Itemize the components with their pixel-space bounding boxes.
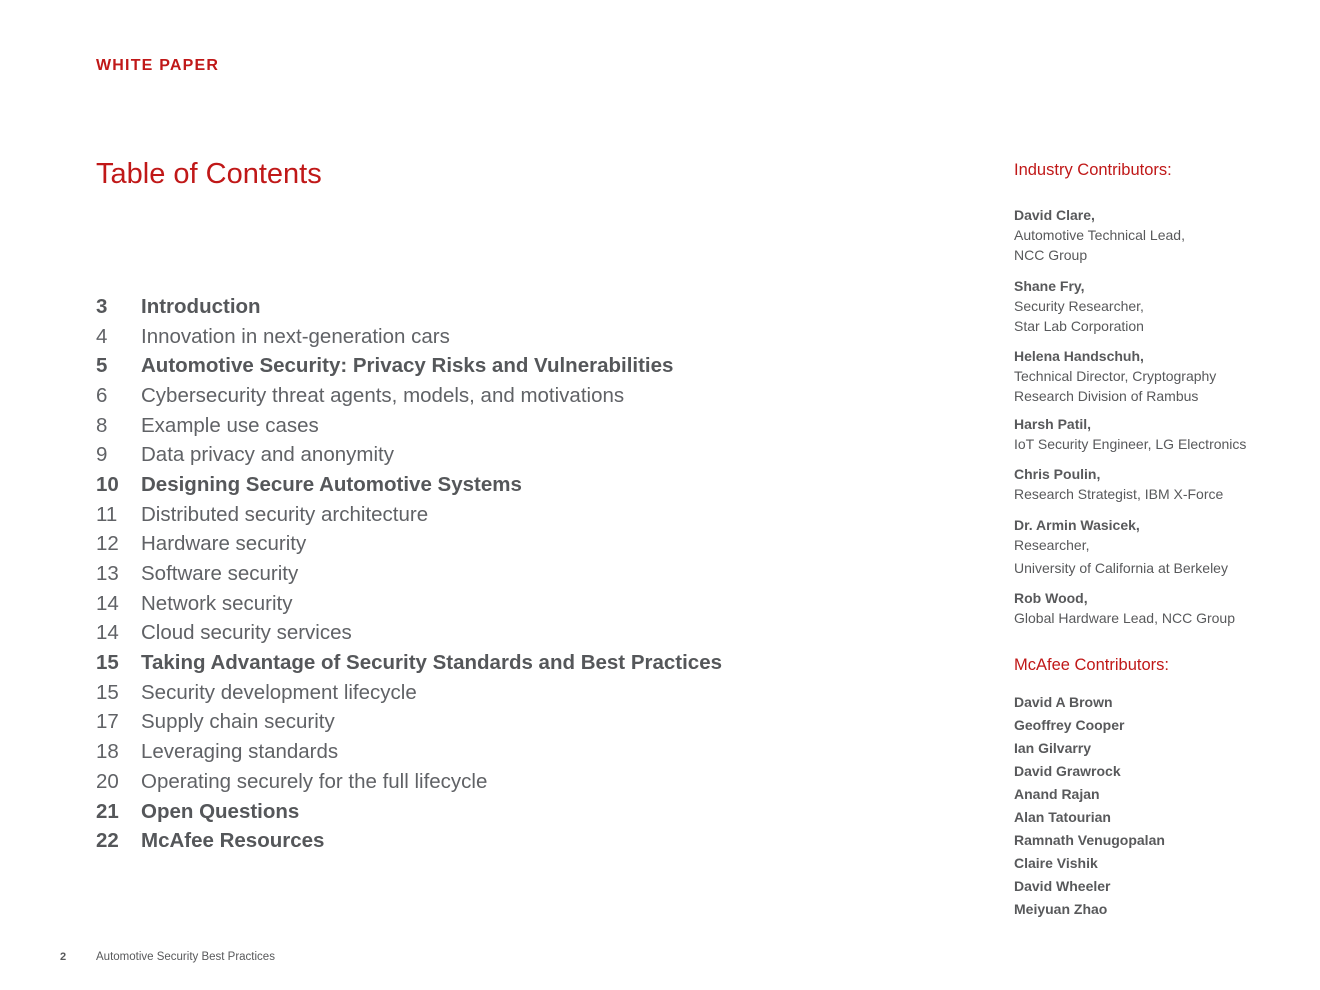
toc-entry-label: Network security <box>141 591 293 615</box>
toc-page-number: 13 <box>96 562 119 586</box>
toc-page-number: 12 <box>96 532 119 556</box>
mcafee-contributors-list <box>1014 692 1165 922</box>
toc-page-number: 10 <box>96 472 119 496</box>
toc-entry-label: McAfee Resources <box>141 829 325 853</box>
toc-entry-label: Introduction <box>141 294 261 318</box>
contributor-role: IoT Security Engineer, LG Electronics <box>1014 436 1247 452</box>
toc-page-number: 6 <box>96 383 108 407</box>
toc-entry-label: Security development lifecycle <box>141 680 417 704</box>
contributor-name: Dr. Armin Wasicek, <box>1014 517 1140 533</box>
toc-entry-label: Designing Secure Automotive Systems <box>141 472 522 496</box>
toc-subsection-entry[interactable] <box>96 381 722 411</box>
contributor-role: Automotive Technical Lead, <box>1014 227 1185 243</box>
toc-page-number: 5 <box>96 354 108 378</box>
industry-contributor <box>1014 515 1228 578</box>
toc-page-number: 21 <box>96 799 119 823</box>
footer-document-title: Automotive Security Best Practices <box>96 951 275 963</box>
contributor-name: Shane Fry, <box>1014 278 1085 294</box>
contributor-organization: University of California at Berkeley <box>1014 560 1228 576</box>
mcafee-contributor: Anand Rajan <box>1014 786 1100 802</box>
toc-page-number: 3 <box>96 294 108 318</box>
toc-entry-label: Taking Advantage of Security Standards and Best Practices <box>141 651 723 675</box>
mcafee-contributor: Alan Tatourian <box>1014 809 1111 825</box>
toc-subsection-entry[interactable] <box>96 589 722 619</box>
toc-entry-label: Data privacy and anonymity <box>141 443 394 467</box>
toc-entry-label: Hardware security <box>141 532 307 556</box>
industry-contributors-heading: Industry Contributors: <box>1014 161 1172 179</box>
contributor-name: Rob Wood, <box>1014 590 1088 606</box>
contributor-role: Researcher, <box>1014 537 1090 553</box>
toc-entry-label: Distributed security architecture <box>141 502 429 526</box>
toc-list <box>96 292 722 856</box>
toc-section-entry[interactable] <box>96 826 722 856</box>
mcafee-contributor: Claire Vishik <box>1014 855 1098 871</box>
industry-contributor <box>1014 414 1246 454</box>
footer-page-number: 2 <box>60 951 67 963</box>
toc-section-entry[interactable] <box>96 470 722 500</box>
contributor-role: Research Strategist, IBM X-Force <box>1014 486 1224 502</box>
contributor-role: Global Hardware Lead, NCC Group <box>1014 610 1235 626</box>
mcafee-contributor: David Grawrock <box>1014 763 1121 779</box>
contributor-name: Helena Handschuh, <box>1014 348 1144 364</box>
toc-entry-label: Leveraging standards <box>141 740 339 764</box>
contributor-role: Security Researcher, <box>1014 298 1144 314</box>
toc-subsection-entry[interactable] <box>96 530 722 560</box>
toc-page-number: 14 <box>96 591 119 615</box>
toc-subsection-entry[interactable] <box>96 440 722 470</box>
toc-section-entry[interactable] <box>96 648 722 678</box>
toc-entry-label: Automotive Security: Privacy Risks and Vulnerabilities <box>141 354 674 378</box>
toc-entry-label: Open Questions <box>141 799 300 823</box>
contributor-role: Technical Director, Cryptography <box>1014 368 1217 384</box>
contributor-name: Chris Poulin, <box>1014 466 1101 482</box>
mcafee-contributor: David A Brown <box>1014 694 1113 710</box>
contributor-organization: NCC Group <box>1014 247 1088 263</box>
mcafee-contributor: Ian Gilvarry <box>1014 740 1092 756</box>
toc-page-number: 11 <box>96 502 118 526</box>
toc-entry-label: Cloud security services <box>141 621 352 645</box>
toc-entry-label: Supply chain security <box>141 710 335 734</box>
toc-subsection-entry[interactable] <box>96 559 722 589</box>
contributor-organization: Star Lab Corporation <box>1014 318 1144 334</box>
toc-entry-label: Cybersecurity threat agents, models, and motivations <box>141 383 625 407</box>
contributor-name: Harsh Patil, <box>1014 416 1092 432</box>
industry-contributor <box>1014 346 1216 406</box>
industry-contributor <box>1014 464 1223 504</box>
toc-page-number: 17 <box>96 710 119 734</box>
toc-subsection-entry[interactable] <box>96 678 722 708</box>
toc-subsection-entry[interactable] <box>96 500 722 530</box>
toc-entry-label: Innovation in next-generation cars <box>141 324 450 348</box>
document-type-label: WHITE PAPER <box>96 57 220 74</box>
toc-subsection-entry[interactable] <box>96 322 722 352</box>
toc-page-number: 8 <box>96 413 108 437</box>
toc-page-number: 15 <box>96 651 119 675</box>
industry-contributor <box>1014 205 1185 265</box>
toc-page-number: 15 <box>96 680 119 704</box>
industry-contributor <box>1014 588 1235 628</box>
toc-title: Table of Contents <box>96 158 322 190</box>
toc-page-number: 4 <box>96 324 108 348</box>
toc-subsection-entry[interactable] <box>96 411 722 441</box>
toc-page-number: 14 <box>96 621 119 645</box>
industry-contributor <box>1014 276 1144 336</box>
mcafee-contributor: David Wheeler <box>1014 878 1111 894</box>
mcafee-contributor: Meiyuan Zhao <box>1014 901 1108 917</box>
toc-section-entry[interactable] <box>96 351 722 381</box>
toc-subsection-entry[interactable] <box>96 737 722 767</box>
toc-section-entry[interactable] <box>96 797 722 827</box>
mcafee-contributor: Geoffrey Cooper <box>1014 717 1125 733</box>
toc-subsection-entry[interactable] <box>96 619 722 649</box>
toc-entry-label: Example use cases <box>141 413 319 437</box>
toc-page-number: 22 <box>96 829 119 853</box>
mcafee-contributor: Ramnath Venugopalan <box>1014 832 1165 848</box>
contributor-organization: Research Division of Rambus <box>1014 388 1199 404</box>
toc-subsection-entry[interactable] <box>96 708 722 738</box>
toc-page-number: 18 <box>96 740 119 764</box>
toc-subsection-entry[interactable] <box>96 767 722 797</box>
contributor-name: David Clare, <box>1014 207 1095 223</box>
toc-entry-label: Software security <box>141 562 299 586</box>
toc-page-number: 9 <box>96 443 108 467</box>
toc-page-number: 20 <box>96 769 119 793</box>
toc-entry-label: Operating securely for the full lifecycle <box>141 769 488 793</box>
mcafee-contributors-heading: McAfee Contributors: <box>1014 656 1169 674</box>
toc-section-entry[interactable] <box>96 292 722 322</box>
